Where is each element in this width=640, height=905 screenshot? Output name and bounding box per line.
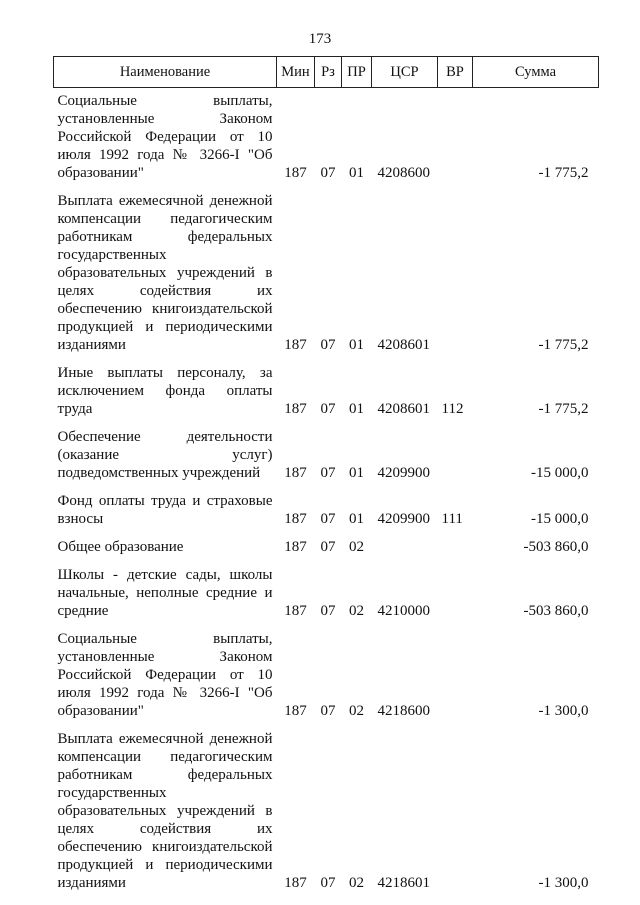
row-rz: 07 [320, 465, 336, 481]
row-csr: 4208600 [377, 165, 430, 181]
row-sum: -15 000,0 [531, 465, 589, 481]
header-vr: ВР [438, 57, 473, 88]
row-rz: 07 [320, 539, 336, 555]
row-sum: -1 775,2 [538, 165, 589, 181]
row-name: Фонд оплаты труда и страховые взносы [57, 493, 273, 527]
row-vr [438, 88, 473, 189]
row-pr: 01 [349, 401, 364, 417]
row-name: Выплата ежемесячной денежной компенсации педагогическим работникам федеральных государственных образовательных учреждений в целях содействия их обеспечению книгоиздательской продукцией и периодическими изданиями [57, 193, 273, 353]
row-sum: -503 860,0 [523, 539, 589, 555]
row-pr: 01 [349, 337, 364, 353]
row-min: 187 [284, 511, 307, 527]
header-csr: ЦСР [372, 57, 438, 88]
table-body [54, 88, 599, 899]
row-sum: -1 300,0 [538, 703, 589, 719]
row-rz: 07 [320, 337, 336, 353]
row-min: 187 [284, 539, 307, 555]
row-pr: 02 [349, 703, 364, 719]
row-sum: -15 000,0 [531, 511, 589, 527]
header-name: Наименование [54, 57, 277, 88]
row-name: Школы - детские сады, школы начальные, неполные средние и средние [57, 567, 273, 619]
row-rz: 07 [320, 511, 336, 527]
row-name: Выплата ежемесячной денежной компенсации педагогическим работникам федеральных государственных образовательных учреждений в целях содействия их обеспечению книгоиздательской продукцией и периодическими изданиями [57, 731, 273, 891]
row-rz: 07 [320, 703, 336, 719]
row-vr [438, 188, 473, 360]
row-pr: 01 [349, 165, 364, 181]
table-row [54, 488, 599, 534]
table-row [54, 562, 599, 626]
row-vr [438, 534, 473, 562]
header-min: Мин [277, 57, 315, 88]
row-vr: 111 [441, 511, 463, 527]
row-sum: -1 300,0 [538, 875, 589, 891]
row-csr: 4209900 [377, 465, 430, 481]
row-pr: 02 [349, 875, 364, 891]
row-name: Общее образование [57, 539, 184, 555]
row-min: 187 [284, 875, 307, 891]
row-min: 187 [284, 703, 307, 719]
row-rz: 07 [320, 165, 336, 181]
row-vr [438, 726, 473, 898]
table-row [54, 534, 599, 562]
row-rz: 07 [320, 875, 336, 891]
table-row [54, 626, 599, 726]
row-min: 187 [284, 337, 307, 353]
row-min: 187 [284, 603, 307, 619]
row-vr [438, 424, 473, 488]
row-vr [438, 626, 473, 726]
row-pr: 01 [349, 511, 364, 527]
row-vr [438, 562, 473, 626]
table-row [54, 726, 599, 898]
row-min: 187 [284, 465, 307, 481]
header-rz: Рз [315, 57, 342, 88]
row-csr: 4210000 [377, 603, 430, 619]
row-min: 187 [284, 165, 307, 181]
row-csr: 4218600 [377, 703, 430, 719]
row-pr: 01 [349, 465, 364, 481]
table-row [54, 188, 599, 360]
table-row [54, 360, 599, 424]
row-name: Иные выплаты персоналу, за исключением фонда оплаты труда [57, 365, 273, 417]
row-vr: 112 [441, 401, 464, 417]
row-csr [372, 534, 438, 562]
row-min: 187 [284, 401, 307, 417]
row-csr: 4209900 [377, 511, 430, 527]
row-name: Социальные выплаты, установленные Законом Российской Федерации от 10 июля 1992 года № 3266-I "Об образовании" [57, 631, 273, 719]
header-sum: Сумма [473, 57, 599, 88]
row-name: Социальные выплаты, установленные Законом Российской Федерации от 10 июля 1992 года № 3266-I "Об образовании" [57, 93, 273, 181]
page-number: 173 [308, 31, 332, 47]
row-name: Обеспечение деятельности (оказание услуг) подведомственных учреждений [57, 429, 273, 481]
row-sum: -503 860,0 [523, 603, 589, 619]
row-csr: 4218601 [377, 875, 430, 891]
row-rz: 07 [320, 603, 336, 619]
row-pr: 02 [349, 603, 364, 619]
row-rz: 07 [320, 401, 336, 417]
table-row [54, 424, 599, 488]
row-pr: 02 [349, 539, 364, 555]
row-csr: 4208601 [377, 401, 430, 417]
table-header [54, 57, 599, 88]
row-sum: -1 775,2 [538, 337, 589, 353]
budget-table [53, 56, 599, 898]
row-sum: -1 775,2 [538, 401, 589, 417]
row-csr: 4208601 [377, 337, 430, 353]
header-pr: ПР [342, 57, 372, 88]
table-row [54, 88, 599, 189]
